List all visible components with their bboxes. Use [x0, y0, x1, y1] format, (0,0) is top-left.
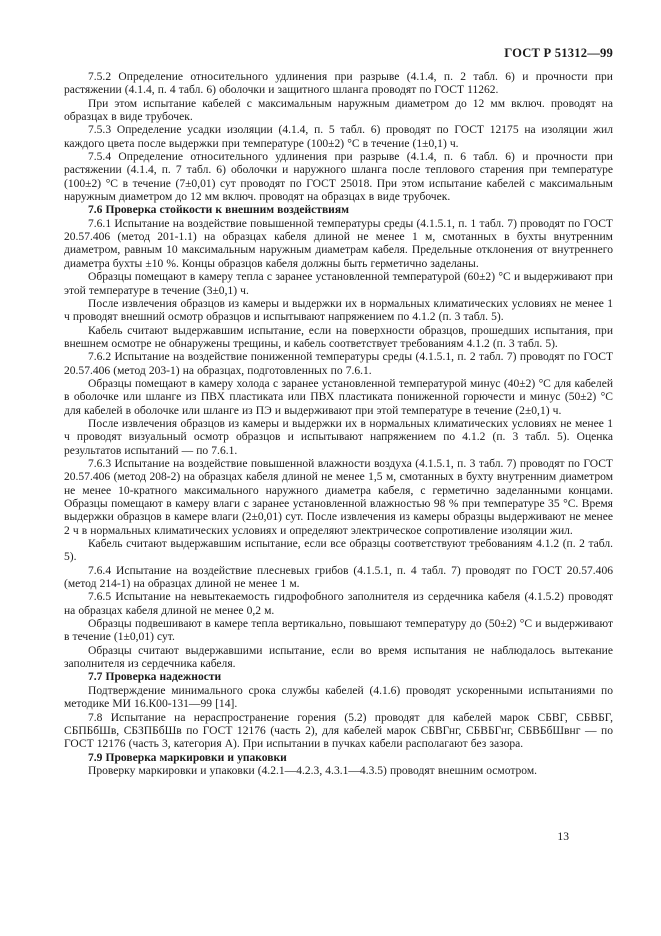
paragraph: Подтверждение минимального срока службы кабелей (4.1.6) проводят ускоренными испытаниями по методике МИ 16.К00-131—99 [14]. — [64, 684, 613, 711]
paragraph: Образцы считают выдержавшими испытание, если во время испытания не наблюдалось вытекание заполнителя из сердечника кабеля. — [64, 644, 613, 671]
paragraph: 7.6.1 Испытание на воздействие повышенной температуры среды (4.1.5.1, п. 1 табл. 7) проводят по ГОСТ 20.57.406 (метод 201-1.1) на образцах кабеля длиной не менее 1 м, смотанных в бухты внутренним диаметром, равным 10 максимальным наружным диаметрам кабеля. Предельные отклонения от внутреннего диаметра бухты ±10 %. Концы образцов кабеля должны быть герметично заделаны. — [64, 217, 613, 270]
section-heading-7-6: 7.6 Проверка стойкости к внешним воздействиям — [88, 204, 349, 217]
paragraph: 7.6.4 Испытание на воздействие плесневых грибов (4.1.5.1, п. 4 табл. 7) проводят по ГОСТ 20.57.406 (метод 214-1) на образцах длиной не менее 1 м. — [64, 564, 613, 591]
paragraph: После извлечения образцов из камеры и выдержки их в нормальных климатических условиях не менее 1 ч проводят внешний осмотр образцов и испытывают напряжением по 4.1.2 (п. 3 табл. 5). — [64, 297, 613, 324]
paragraph: 7.5.4 Определение относительного удлинения при разрыве (4.1.4, п. 6 табл. 6) и прочности при растяжении (4.1.4, п. 7 табл. 6) оболочки и наружного шланга после теплового старения при температуре (100±2) °С в течение (7±0,01) сут проводят по ГОСТ 25018. При этом испытание кабелей с максимальным наружным диаметром до 12 мм включ. проводят на образцах в виде трубочек. — [64, 151, 613, 204]
paragraph: 7.5.2 Определение относительного удлинения при разрыве (4.1.4, п. 2 табл. 6) и прочности при растяжении (4.1.4, п. 4 табл. 6) оболочки и защитного шланга проводят по ГОСТ 11262. — [64, 71, 613, 97]
paragraph: 7.5.3 Определение усадки изоляции (4.1.4, п. 5 табл. 6) проводят по ГОСТ 12175 на изоляции жил каждого цвета после выдержки при температуре (100±2) °С в течение (1±0,1) ч. — [64, 124, 613, 150]
paragraph: При этом испытание кабелей с максимальным наружным диаметром до 12 мм включ. проводят на образцах в виде трубочек. — [64, 97, 613, 124]
paragraph: Кабель считают выдержавшим испытание, если на поверхности образцов, прошедших испытания, при внешнем осмотре не обнаружены трещины, и кабель соответствует требованиям 4.1.2 (п. 3 табл. 5). — [64, 324, 613, 350]
text-block — [64, 47, 613, 778]
paragraph: Образцы помещают в камеру холода с заранее установленной температурой минус (40±2) °С для кабелей в оболочке или шланге из ПВХ пластиката или ПВХ пластиката пониженной горючести и минус (50±2) °С для кабелей в оболочке или шланге из ПЭ и выдерживают при этой температуре в течение (2±0,1) ч. — [64, 377, 613, 417]
paragraph: Проверку маркировки и упаковки (4.2.1—4.2.3, 4.3.1—4.3.5) проводят внешним осмотром. — [88, 764, 538, 777]
section-heading-7-7: 7.7 Проверка надежности — [88, 671, 222, 684]
paragraph: 7.6.3 Испытание на воздействие повышенной влажности воздуха (4.1.5.1, п. 3 табл. 7) проводят по ГОСТ 20.57.406 (метод 208-2) на образцах кабеля длиной не менее 1,5 м, смотанных в бухту внутренним диаметром не менее 10-кратного максимального наружного диаметра кабеля, с герметично заделанными концами. Образцы помещают в камеру влаги с заранее установленной влажностью 98 % при температуре 35 °С. Время выдержки образцов в камере влаги (2±0,01) сут. После извлечения из камеры образцы выдерживают не менее 2 ч в нормальных климатических условиях и определяют электрическое сопротивление изоляции жил. — [64, 457, 613, 537]
paragraph: Образцы помещают в камеру тепла с заранее установленной температурой (60±2) °С и выдерживают при этой температуре в течение (3±0,1) ч. — [64, 271, 613, 297]
paragraph: Кабель считают выдержавшим испытание, если все образцы соответствуют требованиям 4.1.2 (п. 2 табл. 5). — [64, 538, 613, 564]
section-heading-7-9: 7.9 Проверка маркировки и упаковки — [88, 751, 287, 764]
paragraph: Образцы подвешивают в камере тепла вертикально, повышают температуру до (50±2) °С и выдерживают в течение (1±0,01) сут. — [64, 618, 613, 644]
paragraph: После извлечения образцов из камеры и выдержки их в нормальных климатических условиях не менее 1 ч проводят визуальный осмотр образцов и испытывают напряжением по 4.1.2 (п. 3 табл. 5). Оценка результатов испытаний — по 7.6.1. — [64, 417, 613, 457]
page-number: 13 — [557, 830, 569, 843]
running-header: ГОСТ Р 51312—99 — [504, 46, 613, 60]
paragraph: 7.6.5 Испытание на невытекаемость гидрофобного заполнителя из сердечника кабеля (4.1.5.2) проводят на образцах кабеля длиной не менее 0,2 м. — [64, 591, 613, 617]
paragraph: 7.6.2 Испытание на воздействие пониженной температуры среды (4.1.5.1, п. 2 табл. 7) проводят по ГОСТ 20.57.406 (метод 203-1) на образцах, подготовленных по 7.6.1. — [64, 351, 613, 377]
paragraph: 7.8 Испытание на нераспространение горения (5.2) проводят для кабелей марок СБВГ, СБВБГ, СБПБбШв, СБЗПБбШв по ГОСТ 12176 (часть 2), для кабелей марок СБВГнг, СБВБГнг, СБВБбШвнг — по ГОСТ 12176 (часть 3, категория А). При испытании в пучках кабели располагают без зазора. — [64, 711, 613, 751]
